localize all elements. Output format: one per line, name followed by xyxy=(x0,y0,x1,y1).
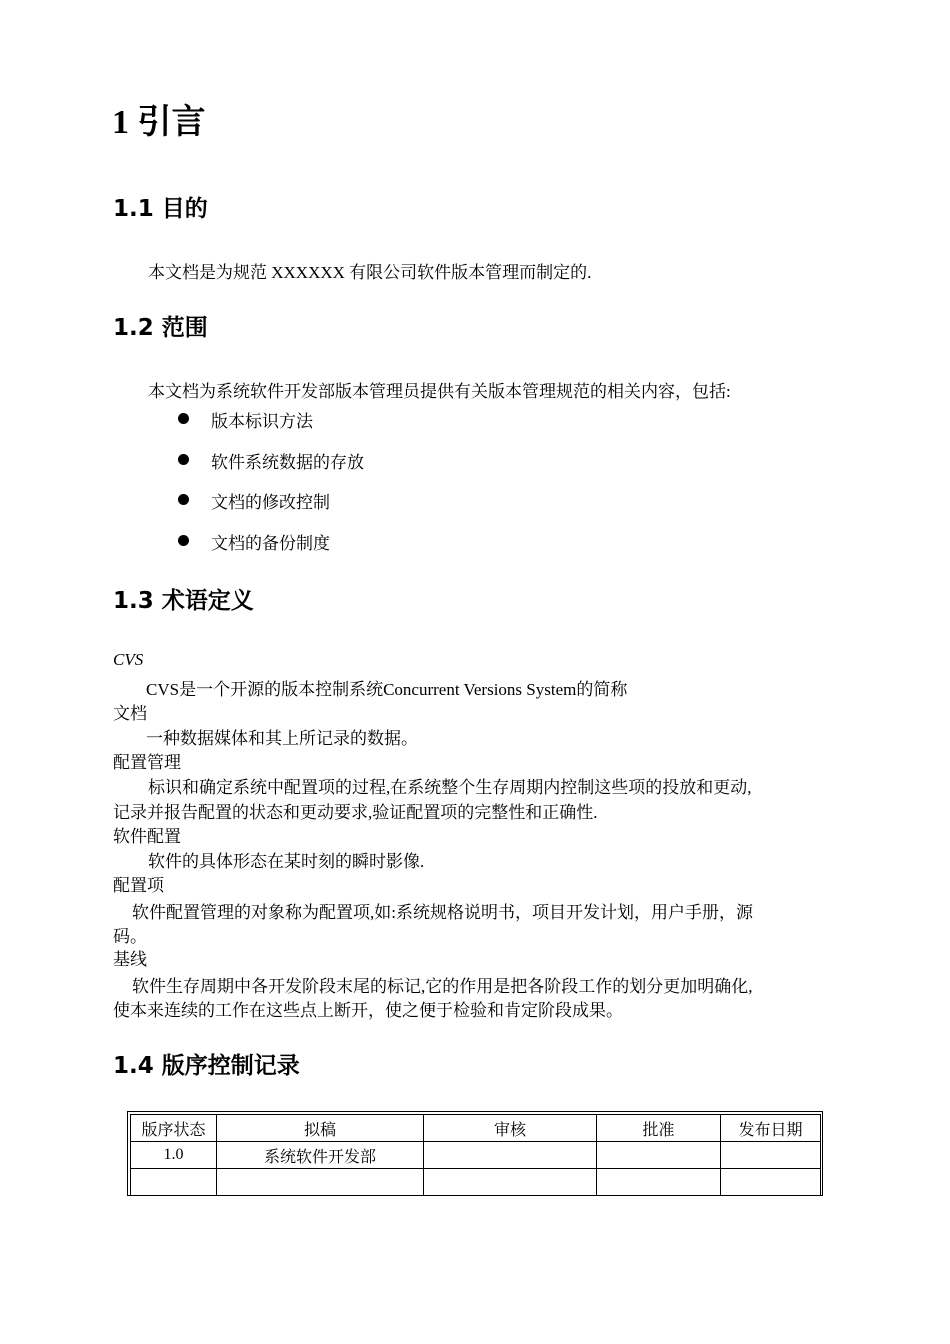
bullet-icon xyxy=(178,454,189,465)
table-cell xyxy=(424,1169,597,1196)
revision-table-frame xyxy=(127,1111,823,1196)
term-name: 软件配置 xyxy=(113,827,181,846)
term-definition: 码。 xyxy=(113,927,147,946)
table-header-row xyxy=(131,1115,821,1142)
term-definition: 记录并报告配置的状态和更动要求,验证配置项的完整性和正确性. xyxy=(113,803,598,822)
term-definition: CVS是一个开源的版本控制系统Concurrent Versions System的简称 xyxy=(146,680,628,699)
table-header-cell: 拟稿 xyxy=(217,1115,424,1142)
table-cell xyxy=(721,1169,821,1196)
section-heading-terms: 1.3 术语定义 xyxy=(113,588,254,614)
scope-bullet: 文档的备份制度 xyxy=(211,534,330,553)
term-name: 配置项 xyxy=(113,876,164,895)
table-cell: 系统软件开发部 xyxy=(217,1142,424,1169)
table-cell xyxy=(597,1169,721,1196)
table-cell xyxy=(131,1169,217,1196)
term-name: 文档 xyxy=(113,704,147,723)
section-heading-purpose: 1.1 目的 xyxy=(113,196,208,222)
term-definition: 标识和确定系统中配置项的过程,在系统整个生存周期内控制这些项的投放和更动, xyxy=(148,778,752,797)
table-header-cell: 发布日期 xyxy=(721,1115,821,1142)
page-title: 1 引言 xyxy=(112,104,206,141)
revision-table xyxy=(130,1114,821,1196)
table-cell xyxy=(597,1142,721,1169)
bullet-icon xyxy=(178,535,189,546)
scope-bullet: 文档的修改控制 xyxy=(211,493,330,512)
bullet-icon xyxy=(178,413,189,424)
scope-bullet: 版本标识方法 xyxy=(211,412,313,431)
table-cell: 1.0 xyxy=(131,1142,217,1169)
section-heading-revision: 1.4 版序控制记录 xyxy=(113,1053,300,1079)
term-definition: 一种数据媒体和其上所记录的数据。 xyxy=(146,729,418,748)
table-header-cell: 审核 xyxy=(424,1115,597,1142)
section-heading-scope: 1.2 范围 xyxy=(113,315,208,341)
bullet-icon xyxy=(178,494,189,505)
scope-bullet: 软件系统数据的存放 xyxy=(211,453,364,472)
table-row xyxy=(131,1169,821,1196)
table-cell xyxy=(217,1169,424,1196)
table-header-cell: 批准 xyxy=(597,1115,721,1142)
term-definition: 软件的具体形态在某时刻的瞬时影像. xyxy=(148,852,425,871)
table-row xyxy=(131,1142,821,1169)
purpose-paragraph: 本文档是为规范 XXXXXX 有限公司软件版本管理而制定的. xyxy=(148,263,592,282)
term-definition: 软件生存周期中各开发阶段末尾的标记,它的作用是把各阶段工作的划分更加明确化, xyxy=(132,977,753,996)
term-name: CVS xyxy=(113,650,144,669)
term-definition: 使本来连续的工作在这些点上断开，使之便于检验和肯定阶段成果。 xyxy=(113,1001,623,1020)
term-name: 配置管理 xyxy=(113,753,181,772)
term-definition: 软件配置管理的对象称为配置项,如:系统规格说明书，项目开发计划，用户手册，源 xyxy=(132,903,753,922)
scope-intro: 本文档为系统软件开发部版本管理员提供有关版本管理规范的相关内容，包括: xyxy=(148,382,731,401)
term-name: 基线 xyxy=(113,950,147,969)
table-header-cell: 版序状态 xyxy=(131,1115,217,1142)
table-cell xyxy=(424,1142,597,1169)
table-cell xyxy=(721,1142,821,1169)
